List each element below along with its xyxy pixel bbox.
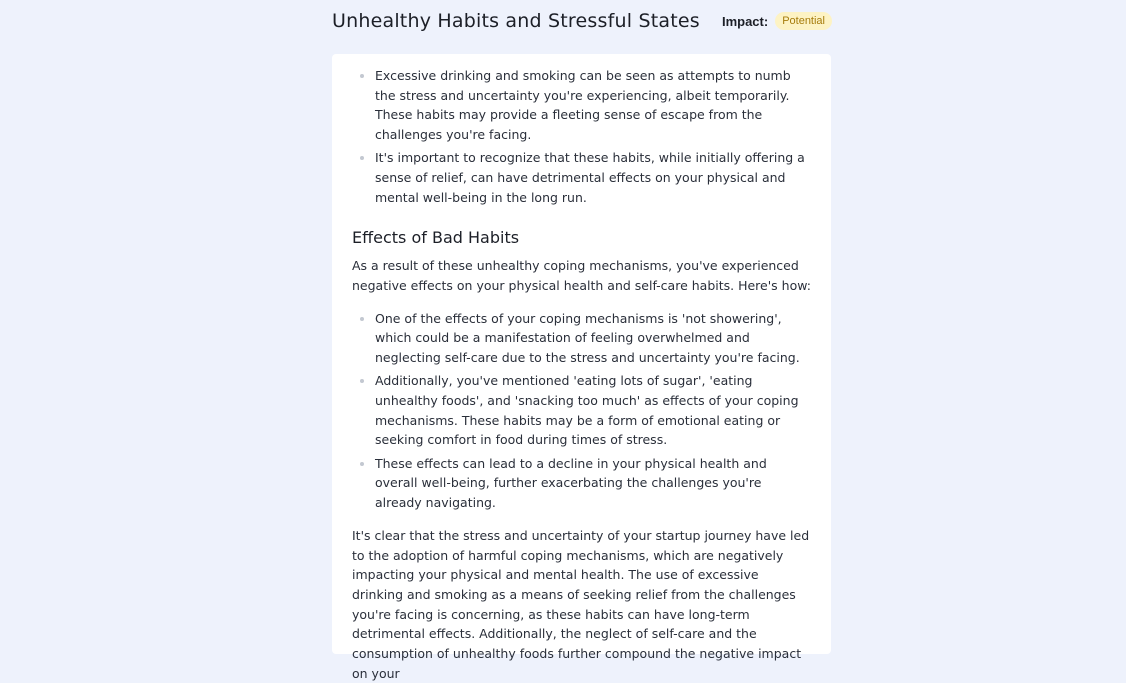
section-header — [332, 0, 832, 46]
list-item: Excessive drinking and smoking can be seen as attempts to numb the stress and uncertainty you're experiencing, albeit temporarily. These habits may provide a fleeting sense of escape from the challenges you're facing. — [375, 66, 811, 145]
impact-indicator — [722, 12, 832, 30]
effects-intro: As a result of these unhealthy coping mechanisms, you've experienced negative effects on your physical health and self-care habits. Here's how: — [352, 258, 811, 293]
section-title: Unhealthy Habits and Stressful States — [332, 10, 700, 32]
list-item: It's important to recognize that these habits, while initially offering a sense of relief, can have detrimental effects on your physical and mental well-being in the long run. — [375, 148, 811, 207]
content-card — [332, 54, 831, 681]
effects-heading: Effects of Bad Habits — [352, 227, 520, 247]
list-item: One of the effects of your coping mechanisms is 'not showering', which could be a manifestation of feeling overwhelmed and neglecting self-care due to the stress and uncertainty you're facing. — [375, 309, 811, 368]
list-item: These effects can lead to a decline in your physical health and overall well-being, further exacerbating the challenges you're already navigating. — [375, 454, 811, 513]
impact-badge: Potential — [775, 12, 832, 30]
impact-label: Impact: — [721, 13, 769, 29]
list-item: Additionally, you've mentioned 'eating lots of sugar', 'eating unhealthy foods', and 'snacking too much' as effects of your coping mechanisms. These habits may be a form of emotional eating or seeking comfort in food during times of stress. — [375, 371, 811, 450]
habits-list — [352, 66, 811, 208]
conclusion-paragraph: It's clear that the stress and uncertainty of your startup journey have led to the adoption of harmful coping mechanisms, which are negatively impacting your physical and mental health. The use of excessive drinking and smoking as a means of seeking relief from the challenges you're facing is concerning, as these habits can have long-term detrimental effects. Additionally, the neglect of self-care and the consumption of unhealthy foods further compound the negative impact on your — [352, 527, 810, 681]
effects-list — [352, 309, 811, 513]
